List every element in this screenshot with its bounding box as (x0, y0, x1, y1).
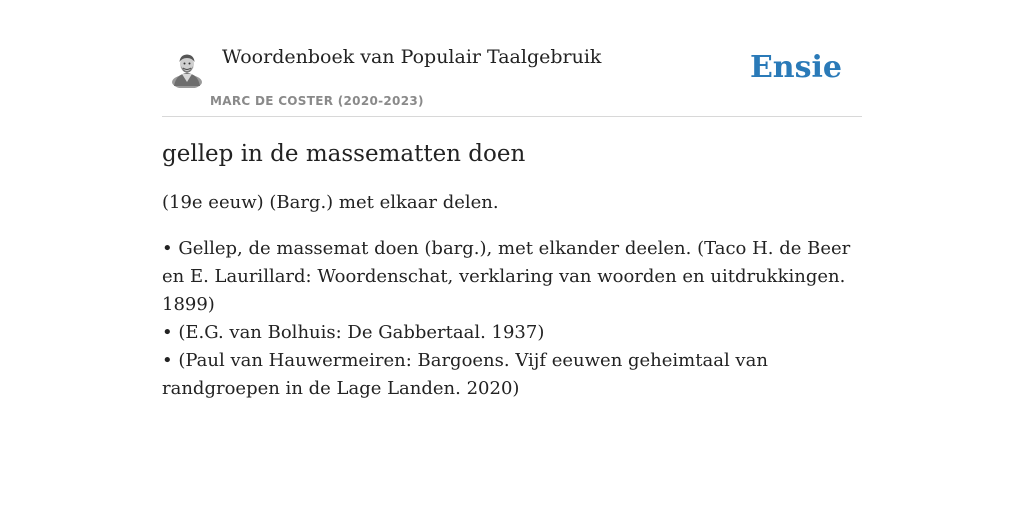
entry-title: gellep in de massematten doen (162, 141, 526, 167)
header (162, 0, 862, 117)
site-title[interactable]: Woordenboek van Populair Taalgebruik (222, 46, 602, 68)
author-portrait-icon (170, 52, 204, 88)
entry-definition: (19e eeuw) (Barg.) met elkaar delen. (162, 192, 499, 213)
author-byline: MARC DE COSTER (2020-2023) (210, 94, 424, 108)
quote-item: • (Paul van Hauwermeiren: Bargoens. Vijf eeuwen geheimtaal van randgroepen in de Lage Landen. 2020) (162, 350, 768, 399)
page (162, 0, 862, 403)
quote-list (162, 235, 862, 403)
ensie-logo[interactable]: Ensie (749, 50, 842, 85)
quote-item: • (E.G. van Bolhuis: De Gabbertaal. 1937) (162, 322, 545, 343)
quote-item: • Gellep, de massemat doen (barg.), met elkander deelen. (Taco H. de Beer en E. Laurillard: Woordenschat, verklaring van woorden en uitdrukkingen. 1899) (162, 238, 851, 315)
